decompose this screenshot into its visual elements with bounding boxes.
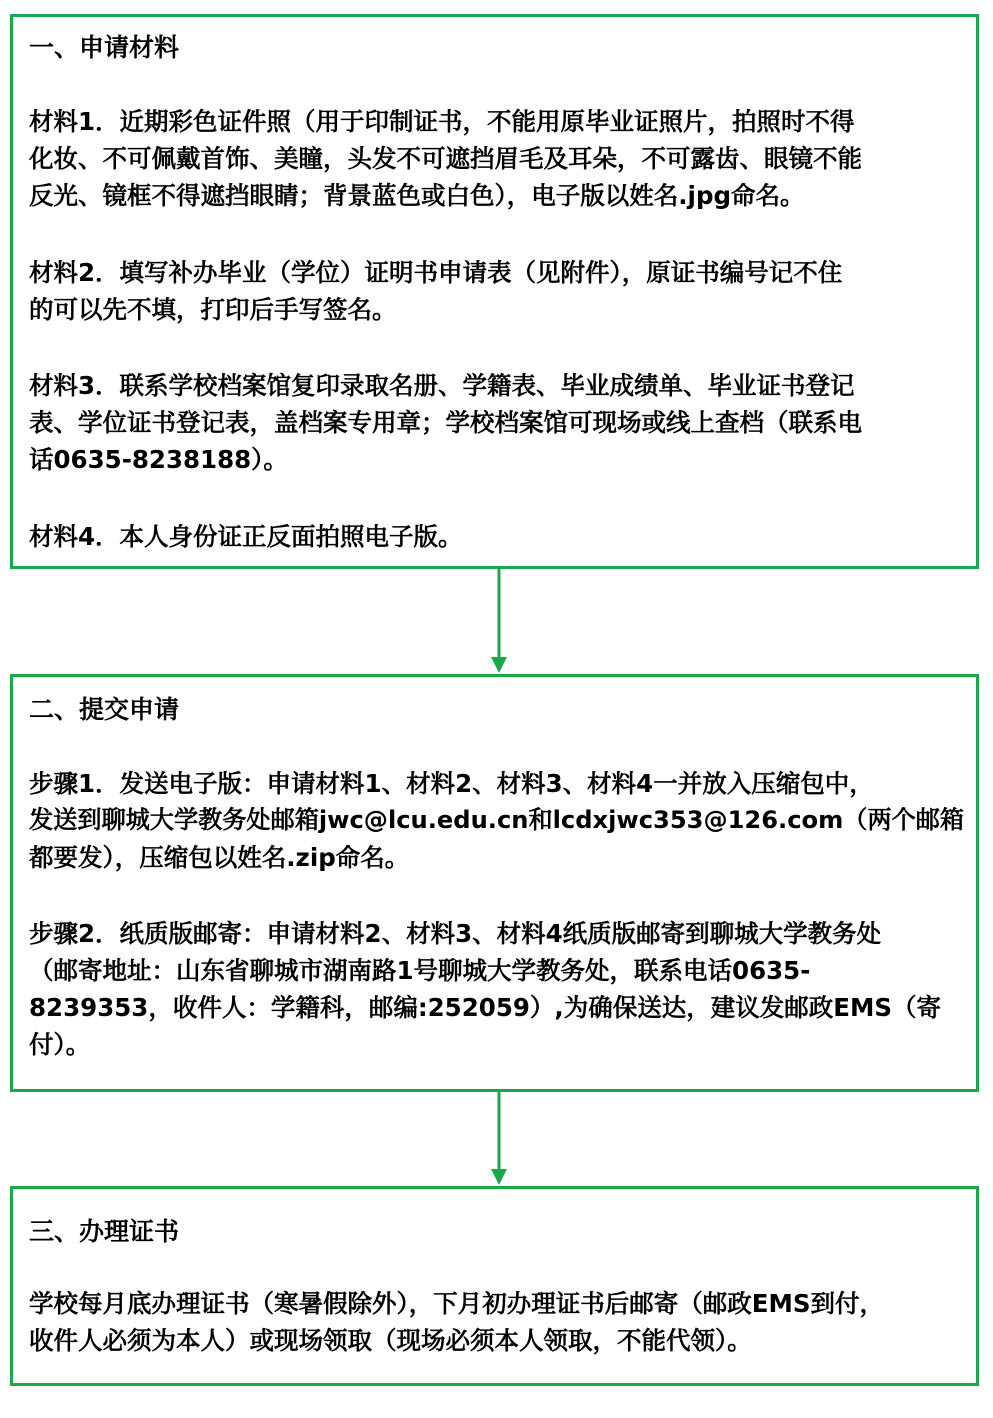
flow-arrow-down-icon (484, 569, 514, 674)
material-2-paragraph (29, 254, 969, 328)
section-title: 一、申请材料 (29, 33, 180, 62)
text-line: 的可以先不填，打印后手写签名。 (29, 295, 397, 324)
material-1-paragraph (29, 103, 969, 214)
text-line: 都要发），压缩包以姓名.zip命名。 (29, 843, 410, 872)
text-line: 材料4．本人身份证正反面拍照电子版。 (29, 522, 463, 551)
text-line: 材料2．填写补办毕业（学位）证明书申请表（见附件），原证书编号记不住 (29, 258, 843, 287)
text-line: 材料3．联系学校档案馆复印录取名册、学籍表、毕业成绩单、毕业证书登记 (29, 371, 855, 400)
text-line: 8239353，收件人：学籍科，邮编:252059）,为确保送达，建议发邮政EMS（寄 (29, 993, 941, 1022)
text-line: 步骤2．纸质版邮寄：申请材料2、材料3、材料4纸质版邮寄到聊城大学教务处 (29, 919, 882, 948)
step-1-paragraph (29, 765, 969, 876)
text-line: 学校每月底办理证书（寒暑假除外），下月初办理证书后邮寄（邮政EMS到付， (29, 1289, 885, 1318)
text-line: 材料1．近期彩色证件照（用于印制证书，不能用原毕业证照片，拍照时不得 (29, 107, 855, 136)
text-line: 发送到聊城大学教务处邮箱jwc@lcu.edu.cn和lcdxjwc353@126.com（两个邮箱 (29, 806, 965, 834)
section-submit-box (10, 674, 979, 1092)
text-line: 化妆、不可佩戴首饰、美瞳，头发不可遮挡眉毛及耳朵，不可露齿、眼镜不能 (29, 144, 862, 173)
step-2-paragraph (29, 915, 969, 1063)
text-line: 表、学位证书登记表，盖档案专用章；学校档案馆可现场或线上查档（联系电 (29, 408, 862, 437)
material-4-paragraph (29, 518, 969, 555)
text-line: 收件人必须为本人）或现场领取（现场必须本人领取，不能代领）。 (29, 1326, 752, 1355)
section-materials-box (10, 14, 979, 569)
section-title: 三、办理证书 (29, 1217, 180, 1246)
text-line: 反光、镜框不得遮挡眼睛；背景蓝色或白色），电子版以姓名.jpg命名。 (29, 181, 805, 210)
text-line: 付）。 (29, 1030, 91, 1059)
section-certificate-box (10, 1186, 979, 1386)
certificate-paragraph (29, 1285, 969, 1359)
text-line: （邮寄地址：山东省聊城市湖南路1号聊城大学教务处，联系电话0635- (29, 956, 811, 985)
flow-arrow-down-icon (484, 1092, 514, 1186)
section-title: 二、提交申请 (29, 695, 180, 724)
text-line: 步骤1．发送电子版：申请材料1、材料2、材料3、材料4一并放入压缩包中， (29, 769, 874, 798)
material-3-paragraph (29, 367, 969, 478)
text-line: 话0635-8238188）。 (29, 445, 288, 474)
